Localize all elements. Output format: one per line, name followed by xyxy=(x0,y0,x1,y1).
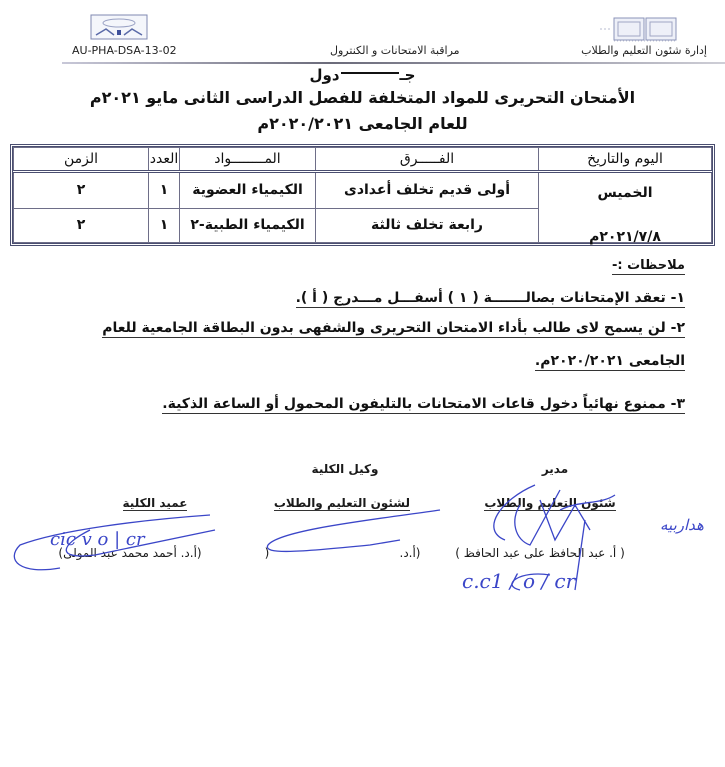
exam-day: الخميس xyxy=(597,185,653,201)
exam-subtitle: الأمتحان التحريرى للمواد المتخلفة للفصل الدراسى الثانى مايو ٢٠٢١م xyxy=(89,88,636,107)
document-code: AU-PHA-DSA-13-02 xyxy=(72,44,177,57)
header-org-name: إدارة شئون التعليم والطلاب xyxy=(581,44,707,57)
note-text: ١- تعقد الإمتحانات بصالـــــــة ( ١ ) أسفـــل مـــدرج ( أ ). xyxy=(295,290,685,306)
vice-dean-name-open: (أ.د. xyxy=(399,546,421,560)
duration-cell: ٢ xyxy=(14,172,149,209)
notes-heading-text: ملاحظات :- xyxy=(611,258,685,273)
title-part-end: دول xyxy=(309,66,340,84)
vice-dean-signature-icon xyxy=(267,510,440,551)
note-text: ٣- ممنوع نهائياً دخول قاعات الامتحانات بالتليفون المحمول أو الساعة الذكية. xyxy=(162,396,685,412)
count-cell: ١ xyxy=(149,208,180,243)
dean-name: (أ.د. أحمد محمد عبد المولى) xyxy=(58,546,202,560)
subject-cell: الكيمياء العضوية xyxy=(180,172,316,209)
header-duration: الزمن xyxy=(14,148,149,172)
side-handwritten-note: ﮬﺪﺍﺭﺑﻴﻪ xyxy=(660,516,704,534)
dean-title-text: عميد الكلية xyxy=(122,496,188,510)
header-subject: المــــــــواد xyxy=(180,148,316,172)
director-name: ( أ. عبد الحافظ على عبد الحافظ ) xyxy=(455,546,625,560)
dean-handwritten-date: cic v o | cr xyxy=(50,529,145,550)
exam-date: ٢٠٢١/٧/٨م xyxy=(589,229,661,245)
title-part-start: جـ xyxy=(399,66,416,84)
vice-dean-name-close: ) xyxy=(264,546,270,560)
header-department: مراقبة الامتحانات و الكنترول xyxy=(330,44,460,57)
director-title: مدير xyxy=(541,462,569,476)
duration-cell: ٢ xyxy=(14,208,149,243)
academic-year: للعام الجامعى ٢٠٢٠/٢٠٢١م xyxy=(257,114,468,133)
header-count: العدد xyxy=(149,148,180,172)
group-cell: رابعة تخلف ثالثة xyxy=(316,208,539,243)
count-cell: ١ xyxy=(149,172,180,209)
header-group: الفـــــرق xyxy=(316,148,539,172)
vice-dean-department-text: لشئون التعليم والطلاب xyxy=(273,496,410,510)
note-text: الجامعى ٢٠٢٠/٢٠٢١م. xyxy=(534,353,685,369)
vice-dean-title: وكيل الكلية xyxy=(311,462,379,476)
group-cell: أولى قديم تخلف أعدادى xyxy=(316,172,539,209)
note-text: ٢- لن يسمح لاى طالب بأداء الامتحان التحريرى والشفهى بدون البطاقة الجامعية للعام xyxy=(102,320,685,336)
director-handwritten-date: c.c1 / o / cr xyxy=(462,569,576,593)
director-department-text: شئون التعليم والطلاب xyxy=(484,496,616,510)
subject-cell: الكيمياء الطبية-٢ xyxy=(180,208,316,243)
header-day-date: اليوم والتاريخ xyxy=(539,148,712,172)
